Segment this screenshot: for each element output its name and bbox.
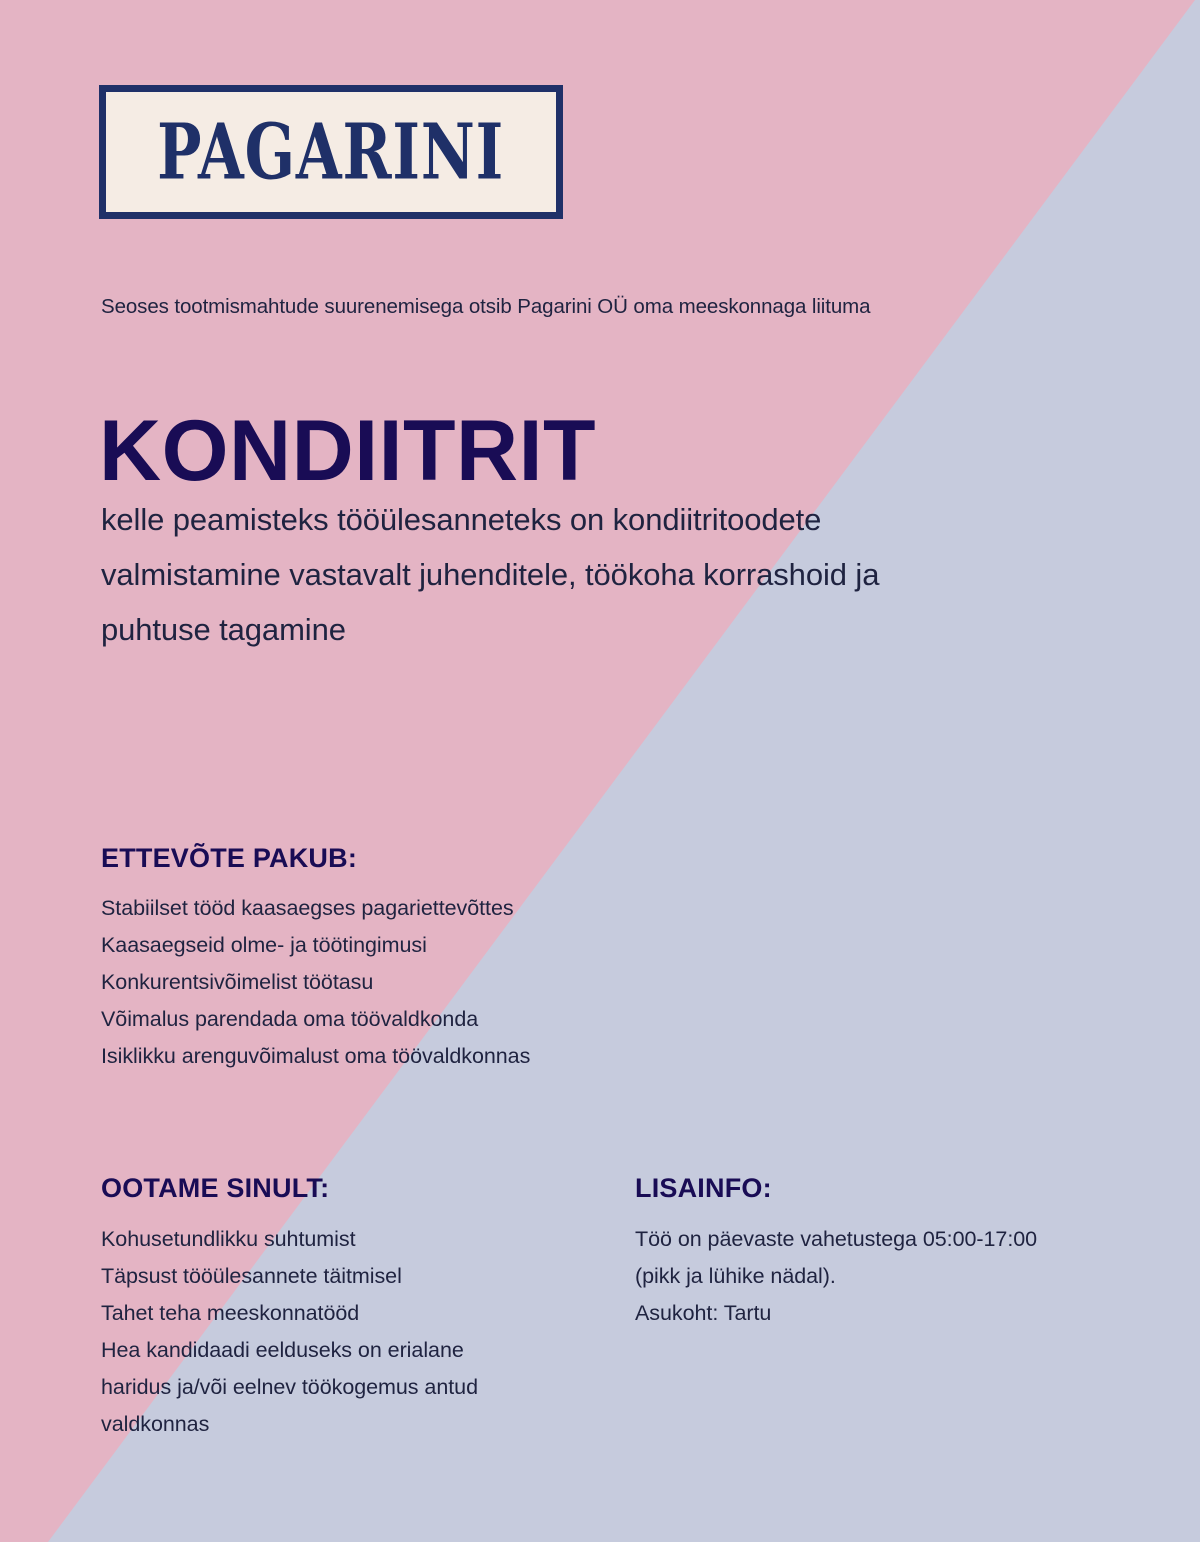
intro-kicker-text: Seoses tootmismahtude suurenemisega otsib Pagarini OÜ oma meeskonnaga liituma: [101, 295, 871, 318]
additional-info-list: [635, 1221, 1155, 1332]
list-item: Tahet teha meeskonnatööd: [101, 1301, 360, 1326]
list-item: Asukoht: Tartu: [635, 1301, 772, 1326]
job-description-line: puhtuse tagamine: [101, 612, 346, 648]
expectations-list: [101, 1221, 601, 1443]
job-description-line: valmistamine vastavalt juhenditele, töökoha korrashoid ja: [101, 557, 880, 593]
job-description-line: kelle peamisteks tööülesanneteks on kondiitritoodete: [101, 502, 822, 537]
section-heading-additional-info: LISAINFO:: [635, 1173, 772, 1203]
section-additional-info: [635, 1172, 1155, 1332]
list-item: Stabiilset tööd kaasaegses pagariettevõttes: [101, 896, 514, 921]
section-heading-offers: ETTEVÕTE PAKUB:: [101, 843, 358, 873]
list-item: valdkonnas: [101, 1412, 210, 1437]
list-item: Hea kandidaadi eelduseks on erialane: [101, 1338, 464, 1363]
list-item: Kaasaegseid olme- ja töötingimusi: [101, 933, 427, 958]
list-item: Töö on päevaste vahetustega 05:00-17:00: [635, 1227, 1038, 1252]
list-item: Isiklikku arenguvõimalust oma töövaldkonnas: [101, 1044, 531, 1069]
logo-wordmark: PAGARINI: [157, 106, 505, 197]
section-company-offers: [101, 842, 821, 1075]
section-heading-expectations: OOTAME SINULT:: [101, 1173, 330, 1203]
page-title: KONDIITRIT: [99, 402, 597, 499]
logo-inner-frame: [106, 92, 556, 212]
offers-list: [101, 890, 821, 1075]
list-item: Täpsust tööülesannete täitmisel: [101, 1264, 402, 1289]
company-logo: [99, 85, 563, 219]
list-item: Kohusetundlikku suhtumist: [101, 1227, 356, 1252]
list-item: Võimalus parendada oma töövaldkonda: [101, 1007, 479, 1032]
list-item: (pikk ja lühike nädal).: [635, 1264, 836, 1289]
job-description-paragraph: [101, 492, 1101, 658]
list-item: Konkurentsivõimelist töötasu: [101, 970, 374, 995]
section-expectations: [101, 1172, 601, 1443]
list-item: haridus ja/või eelnev töökogemus antud: [101, 1375, 478, 1400]
